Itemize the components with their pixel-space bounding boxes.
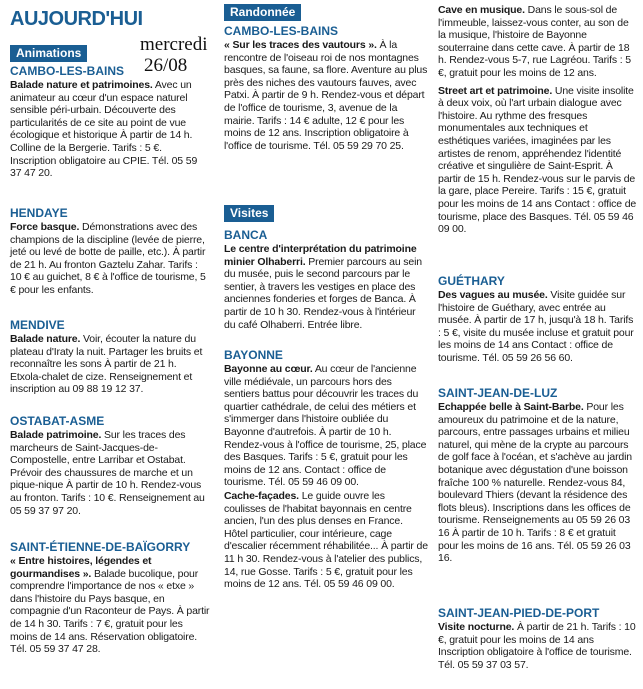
- entry-city: CAMBO-LES-BAINS: [10, 64, 124, 78]
- entry-body: Une visite insolite à deux voix, où l'art urbain dialogue avec l'histoire. Au rythme des fresques monumentales aux techniques et esthétiques variées, imaginées par les artistes de renom, appréhendez l'identité créative et singulière de Saint-Esprit. À partir de 15 h. Rendez-vous sur le parvis de la gare, place Pereire. Tarifs : 15 €, gratuit pour les moins de 14 ans Contact : office de tourisme, place des Basques. Tél. 05 59 46 09 00.: [438, 84, 637, 236]
- entry-heading: Balade nature et patrimoines.: [10, 79, 153, 91]
- entry-city: MENDIVE: [10, 318, 65, 332]
- entry-body: Premier parcours au sein du musée, puis le second parcours par le sentier, à travers les vestiges en place des anciennes fonderies et forges de Banca. À partir de 10 h 30. Rendez-vous à l'intérieur du café Olhaberri. Entrée libre.: [224, 255, 422, 331]
- entry-body: Dans le sous-sol de l'immeuble, laissez-vous conter, au son de la musique, l'histoire de Bayonne souterraine dans cette cave. À partir de 18 h. Rendez-vous 5-7, rue Lagréou. Tarifs : 5 €, gratuit pour les moins de 12 ans.: [438, 4, 631, 79]
- entry-heading: Bayonne au cœur.: [224, 363, 313, 375]
- entry-text: [10, 333, 210, 396]
- entry-body: Avec un animateur au cœur d'un espace naturel sensible péri-urbain. Découverte des particularités de ce site au point de vue écologique et historique À partir de 14 h. Colline de la Bergerie. Tarifs : 5 €. Inscription obligatoire au CPIE. Tél. 05 59 37 47 20.: [10, 79, 198, 180]
- entry-city: BANCA: [224, 228, 268, 242]
- page-title: AUJOURD'HUI: [10, 8, 143, 30]
- handwritten-number: 26/08: [144, 55, 188, 76]
- entry-body: Visite guidée sur l'histoire de Guéthary, avec entrée au musée. À partir de 17 h, jusqu'à 18 h. Tarifs : 5 €, visite du musée incluse et gratuit pour les moins de 14 ans Contact : office de tourisme. Tél. 05 59 26 56 60.: [438, 289, 634, 364]
- entry-text: [438, 85, 638, 236]
- entry-city: SAINT-ÉTIENNE-DE-BAÏGORRY: [10, 540, 191, 554]
- entry-text: [438, 401, 638, 565]
- entry-body: Balade bucolique, pour comprendre l'importance de nos « etxe » dans l'histoire du Pays basque, en compagnie d'un Raconteur de Pays. À partir de 14 h 30. Tarifs : 7 €, gratuit pour les moins de 14 ans. Réservation obligatoire. Tél. 05 59 37 47 28.: [10, 567, 210, 656]
- entry-city: OSTABAT-ASME: [10, 414, 105, 428]
- section-visites: Visites: [224, 205, 274, 222]
- entry-baigorry: [10, 540, 210, 656]
- entry-text: [10, 429, 210, 517]
- entry-text: [224, 243, 428, 331]
- entry-text: [10, 555, 210, 656]
- entry-text: [438, 4, 638, 80]
- entry-heading: Cave en musique.: [438, 4, 525, 16]
- entry-body: Démonstrations avec des champions de la discipline (levée de pierre, jeté ou levé de botte de paille, etc.). À partir de 21 h. Au fronton Gaztelu Zahar. Tarifs : 10 € au guichet, 8 € à l'office de tourisme, 5 € pour les enfants.: [10, 221, 206, 296]
- entry-text: [10, 221, 210, 297]
- entry-saint-jean-de-luz: [438, 386, 638, 565]
- entry-city: SAINT-JEAN-DE-LUZ: [438, 386, 558, 400]
- entry-heading: Cache-façades.: [224, 489, 299, 502]
- entry-heading: Le centre d'interprétation du patrimoine minier Olhaberri.: [224, 243, 417, 268]
- handwritten-date: [140, 34, 208, 76]
- entry-body: Au cœur de l'ancienne ville médiévale, un parcours hors des sentiers battus pour découvrir les traces du quartier cathédrale, de celui des métiers et s'immerger dans l'histoire oubliée du Bayonne d'autrefois. À partir de 10 h. Rendez-vous à l'office de tourisme, 25, place des Basques. Tarifs : 5 €, gratuit pour les moins de 12 ans. Contact : office de tourisme. Tél. 05 59 46 09 00.: [224, 363, 427, 489]
- entry-mendive: [10, 318, 210, 396]
- entry-body: À partir de 21 h. Tarifs : 10 €, gratuit pour les moins de 14 ans Inscription obligatoire à l'office de tourisme. Tél. 05 59 37 03 57.: [438, 621, 636, 671]
- entry-banca: [224, 228, 428, 331]
- entry-heading: Des vagues au musée.: [438, 289, 548, 301]
- section-randonnee: Randonnée: [224, 4, 301, 21]
- entry-heading: Street art et patrimoine.: [438, 84, 553, 97]
- entry-guethary: [438, 274, 638, 365]
- entry-bayonne-continued: [438, 4, 638, 236]
- entry-text: [10, 79, 208, 180]
- handwritten-day: mercredi: [140, 34, 208, 55]
- entry-saint-jean-pied-de-port: [438, 606, 638, 671]
- entry-bayonne: [224, 348, 428, 591]
- entry-city: HENDAYE: [10, 206, 68, 220]
- entry-text: [438, 289, 638, 365]
- entry-heading: Echappée belle à Saint-Barbe.: [438, 401, 584, 413]
- entry-cambo-2: [224, 24, 428, 152]
- entry-hendaye: [10, 206, 210, 297]
- entry-heading: « Entre histoires, légendes et gourmandises ».: [10, 555, 152, 580]
- entry-heading: Balade patrimoine.: [10, 429, 102, 441]
- section-animations: Animations: [10, 45, 87, 62]
- entry-text: [224, 363, 428, 489]
- entry-city: CAMBO-LES-BAINS: [224, 24, 338, 38]
- entry-city: BAYONNE: [224, 348, 283, 362]
- entry-text: [224, 490, 428, 591]
- entry-heading: Balade nature.: [10, 333, 81, 345]
- entry-heading: « Sur les traces des vautours ».: [224, 39, 377, 51]
- entry-heading: Force basque.: [10, 221, 80, 233]
- entry-city: SAINT-JEAN-PIED-DE-PORT: [438, 606, 600, 620]
- entry-ostabat: [10, 414, 210, 517]
- entry-body: À la rencontre de l'oiseau roi de nos montagnes basques, sa faune, sa flore. Aventure au plus près des niches des vautours fauves, avec Patxi. À partir de 9 h. Rendez-vous et départ de l'office de tourisme, 3, avenue de la mairie. Tarifs : 14 € adulte, 12 € pour les moins de 12 ans. Inscription obligatoire à l'office de tourisme. Tél. 05 59 29 70 25.: [224, 39, 428, 152]
- entry-heading: Visite nocturne.: [438, 621, 515, 633]
- entry-body: Le guide ouvre les coulisses de l'habitat bayonnais en centre ancien, l'un des plus denses en France. Hôtel particulier, cour intérieure, cage d'escalier récemment réhabilitée... À partir de 11 h 30. Rendez-vous à l'atelier des publics, 14, rue Gosse. Tarifs : 5 €, gratuit pour les moins de 12 ans. Tél. 05 59 46 09 00.: [224, 489, 428, 591]
- entry-text: [438, 621, 638, 671]
- entry-body: Pour les amoureux du patrimoine et de la nature, parcours, entre passages urbains et milieu naturel, qui mène de la crypte au parcours de golf face à l'océan, et s'achève au jardin botanique avec dégustation d'une boisson fraîche 100 % naturelle. Rendez-vous 84, boulevard Thiers (devant la résidence des flots bleus). Inscriptions dans les offices de tourisme. Renseignements au 05 59 26 03 16 À partir de 10 h. Tarifs : 8 € et gratuit pour les moins de 16 ans. Tél. 05 59 26 03 16.: [438, 401, 632, 565]
- entry-body: Voir, écouter la nature du plateau d'Iraty la nuit. Partager les bruits et reconnaître les sons À partir de 21 h. Etxola-chalet de cize. Renseignement et inscription au 09 88 19 12 37.: [10, 333, 203, 396]
- entry-text: [224, 39, 428, 152]
- entry-body: Sur les traces des marcheurs de Saint-Jacques-de-Compostelle, entre Larribar et Ostabat. Prévoir des chaussures de marche et un pique-nique À partir de 10 h. Rendez-vous au fronton. Tarifs : 10 €. Renseignement au 05 59 37 97 20.: [10, 429, 205, 517]
- entry-city: GUÉTHARY: [438, 274, 505, 288]
